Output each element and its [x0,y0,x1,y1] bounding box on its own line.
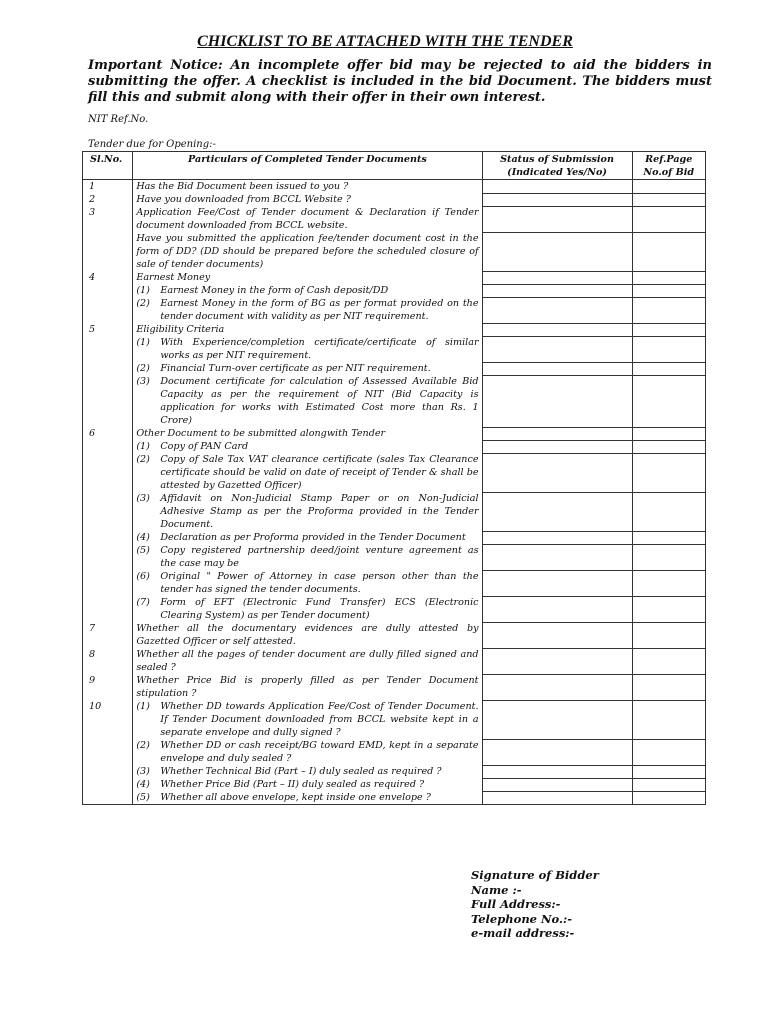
row-particulars [133,440,482,453]
page-title: CHICKLIST TO BE ATTACHED WITH THE TENDER [197,33,573,50]
row-text: Declaration as per Proforma provided in the Tender Document [160,532,466,543]
table-row [83,570,706,596]
table-row [83,791,706,805]
ref-page-cell[interactable] [632,206,706,232]
row-particulars [133,375,482,427]
col-header-refpage [632,152,706,180]
table-row [83,622,706,648]
table-row [83,180,706,194]
status-cell[interactable] [482,453,632,492]
status-cell[interactable] [482,700,632,739]
row-text: Earnest Money in the form of Cash deposit/DD [160,285,389,296]
row-slno [83,362,133,375]
row-particulars [133,323,482,336]
table-row [83,193,706,206]
ref-page-cell[interactable] [632,739,706,765]
table-row [83,544,706,570]
signature-label: Signature of Bidder [471,868,599,882]
row-text: Whether all the documentary evidences are dully attested by Gazetted Officer or self attested. [136,623,479,647]
row-slno [83,544,133,570]
table-row [83,336,706,362]
ref-page-cell[interactable] [632,427,706,440]
row-slno [83,791,133,805]
status-cell[interactable] [482,648,632,674]
signature-block [471,868,599,941]
row-subnumber: (2) [136,740,150,751]
status-cell[interactable] [482,232,632,271]
row-slno: 7 [83,622,133,648]
ref-page-cell[interactable] [632,297,706,323]
table-row [83,453,706,492]
row-particulars [133,180,482,194]
checklist-table [82,151,706,805]
status-cell[interactable] [482,336,632,362]
row-particulars [133,297,482,323]
ref-page-cell[interactable] [632,531,706,544]
row-text: Whether all above envelope, kept inside one envelope ? [160,792,431,803]
row-text: Form of EFT (Electronic Fund Transfer) ECS (Electronic Clearing System) as per Tender document) [160,597,479,621]
ref-header-line1: Ref.Page [645,154,693,165]
row-text: Has the Bid Document been issued to you ? [136,181,349,192]
ref-page-cell[interactable] [632,778,706,791]
table-row [83,440,706,453]
row-slno [83,232,133,271]
table-row [83,531,706,544]
table-row [83,674,706,700]
row-slno [83,375,133,427]
row-text: Whether DD towards Application Fee/Cost of Tender Document. If Tender Document downloaded from BCCL website kept in a separate envelope and dully signed ? [160,701,479,738]
row-particulars [133,648,482,674]
row-subnumber: (2) [136,298,150,309]
ref-page-cell[interactable] [632,284,706,297]
row-text: Financial Turn-over certificate as per NIT requirement. [160,363,431,374]
row-particulars [133,271,482,284]
status-cell[interactable] [482,791,632,805]
row-particulars [133,544,482,570]
table-row [83,206,706,232]
row-text: Copy registered partnership deed/joint venture agreement as the case may be [160,545,479,569]
table-row [83,765,706,778]
row-particulars [133,596,482,622]
ref-page-cell[interactable] [632,453,706,492]
name-label: Name :- [471,882,522,897]
row-particulars [133,193,482,206]
row-particulars [133,570,482,596]
row-subnumber: (6) [136,571,150,582]
status-cell[interactable] [482,531,632,544]
table-row [83,284,706,297]
row-subnumber: (1) [136,285,150,296]
row-subnumber: (4) [136,779,150,790]
table-row [83,596,706,622]
ref-page-cell[interactable] [632,180,706,194]
row-slno [83,453,133,492]
status-cell[interactable] [482,362,632,375]
status-cell[interactable] [482,544,632,570]
row-particulars [133,791,482,805]
ref-page-cell[interactable] [632,375,706,427]
row-particulars [133,336,482,362]
row-particulars [133,453,482,492]
status-header-line1: Status of Submission [500,154,614,165]
row-text: Have you downloaded from BCCL Website ? [136,194,351,205]
row-text: Copy of PAN Card [160,441,249,452]
row-text: Affidavit on Non-Judicial Stamp Paper or on Non-Judicial Adhesive Stamp as per the Proforma provided in the Tender Document. [160,493,479,530]
row-particulars [133,700,482,739]
status-cell[interactable] [482,180,632,194]
row-text: Whether Technical Bid (Part – I) duly sealed as required ? [160,766,442,777]
row-text: Document certificate for calculation of Assessed Available Bid Capacity as per the requirement of NIT (Bid Capacity is application for works with Estimated Cost more than Rs. 1 Crore) [160,376,479,426]
row-text: Other Document to be submitted alongwith Tender [136,428,386,439]
row-subnumber: (2) [136,363,150,374]
table-row [83,271,706,284]
ref-page-cell[interactable] [632,765,706,778]
row-slno [83,570,133,596]
ref-page-cell[interactable] [632,193,706,206]
table-row [83,362,706,375]
ref-page-cell[interactable] [632,232,706,271]
row-text: Original " Power of Attorney in case person other than the tender has signed the tender documents. [160,571,479,595]
row-particulars [133,674,482,700]
status-cell[interactable] [482,427,632,440]
row-subnumber: (1) [136,337,150,348]
table-row [83,492,706,531]
row-text: Whether Price Bid is properly filled as per Tender Document stipulation ? [136,675,479,699]
table-row [83,739,706,765]
nit-ref-label: NIT Ref.No. [88,114,149,125]
ref-page-cell[interactable] [632,323,706,336]
row-slno [83,596,133,622]
status-cell[interactable] [482,323,632,336]
address-label: Full Address:- [471,897,561,911]
table-row [83,297,706,323]
row-text: Earnest Money [136,272,211,283]
status-cell[interactable] [482,570,632,596]
table-row [83,778,706,791]
row-text: Application Fee/Cost of Tender document & Declaration if Tender document downloaded from BCCL website. [136,207,479,231]
status-cell[interactable] [482,739,632,765]
row-slno [83,739,133,765]
row-slno: 8 [83,648,133,674]
tender-due-label: Tender due for Opening:- [88,139,216,150]
status-cell[interactable] [482,765,632,778]
row-slno: 1 [83,180,133,194]
row-subnumber: (1) [136,701,150,712]
ref-page-cell[interactable] [632,362,706,375]
ref-page-cell[interactable] [632,622,706,648]
ref-page-cell[interactable] [632,336,706,362]
status-cell[interactable] [482,778,632,791]
table-row [83,323,706,336]
important-notice: Important Notice: An incomplete offer bid may be rejected to aid the bidders in submitting the offer. A checklist is included in the bid Document. The bidders must fill this and submit along with their offer in their own interest. [88,58,712,105]
ref-header-line2: No.of Bid [643,167,695,178]
row-subnumber: (7) [136,597,150,608]
status-cell[interactable] [482,193,632,206]
ref-page-cell[interactable] [632,700,706,739]
row-text: Whether Price Bid (Part – II) duly sealed as required ? [160,779,425,790]
table-row [83,700,706,739]
row-particulars [133,739,482,765]
row-slno [83,778,133,791]
row-text: Have you submitted the application fee/tender document cost in the form of DD? (DD should be prepared before the scheduled closure of sale of tender documents) [136,233,479,270]
row-subnumber: (4) [136,532,150,543]
row-slno: 9 [83,674,133,700]
row-particulars [133,778,482,791]
row-text: Whether DD or cash receipt/BG toward EMD, kept in a separate envelope and duly sealed ? [160,740,479,764]
status-cell[interactable] [482,440,632,453]
status-cell[interactable] [482,284,632,297]
row-particulars [133,362,482,375]
ref-page-cell[interactable] [632,492,706,531]
ref-page-cell[interactable] [632,570,706,596]
row-text: Eligibility Criteria [136,324,225,335]
ref-page-cell[interactable] [632,271,706,284]
row-slno: 10 [83,700,133,739]
telephone-label: Telephone No.:- [471,911,572,926]
row-text: With Experience/completion certificate/certificate of similar works as per NIT requirement. [160,337,479,361]
status-cell[interactable] [482,674,632,700]
table-row [83,232,706,271]
row-subnumber: (1) [136,441,150,452]
row-slno [83,765,133,778]
row-particulars [133,232,482,271]
ref-page-cell[interactable] [632,544,706,570]
ref-page-cell[interactable] [632,791,706,805]
ref-page-cell[interactable] [632,648,706,674]
row-subnumber: (5) [136,545,150,556]
row-particulars [133,206,482,232]
table-row [83,375,706,427]
row-slno: 2 [83,193,133,206]
col-header-particulars: Particulars of Completed Tender Documents [133,152,482,180]
row-slno: 4 [83,271,133,284]
status-cell[interactable] [482,206,632,232]
row-particulars [133,765,482,778]
email-label: e-mail address:- [471,926,575,940]
ref-page-cell[interactable] [632,674,706,700]
row-slno [83,531,133,544]
row-text: Copy of Sale Tax VAT clearance certificate (sales Tax Clearance certificate should be valid on date of receipt of Tender & shall be attested by Gazetted Officer) [160,454,479,491]
col-header-slno: Sl.No. [83,152,133,180]
status-cell[interactable] [482,271,632,284]
status-cell[interactable] [482,375,632,427]
row-particulars [133,284,482,297]
status-cell[interactable] [482,596,632,622]
row-text: Whether all the pages of tender document are dully filled signed and sealed ? [136,649,479,673]
status-cell[interactable] [482,622,632,648]
row-slno [83,284,133,297]
table-header-row [83,152,706,180]
row-subnumber: (2) [136,454,150,465]
row-particulars [133,427,482,440]
row-text: Earnest Money in the form of BG as per format provided on the tender document with validity as per NIT requirement. [160,298,479,322]
row-subnumber: (5) [136,792,150,803]
row-subnumber: (3) [136,766,150,777]
status-header-line2: (Indicated Yes/No) [507,167,607,178]
row-slno [83,492,133,531]
row-slno: 5 [83,323,133,336]
ref-page-cell[interactable] [632,596,706,622]
table-row [83,648,706,674]
row-subnumber: (3) [136,493,150,504]
row-slno: 6 [83,427,133,440]
row-slno: 3 [83,206,133,232]
row-slno [83,336,133,362]
row-particulars [133,492,482,531]
table-row [83,427,706,440]
status-cell[interactable] [482,492,632,531]
row-slno [83,297,133,323]
row-particulars [133,622,482,648]
status-cell[interactable] [482,297,632,323]
row-subnumber: (3) [136,376,150,387]
col-header-status [482,152,632,180]
row-slno [83,440,133,453]
row-particulars [133,531,482,544]
ref-page-cell[interactable] [632,440,706,453]
